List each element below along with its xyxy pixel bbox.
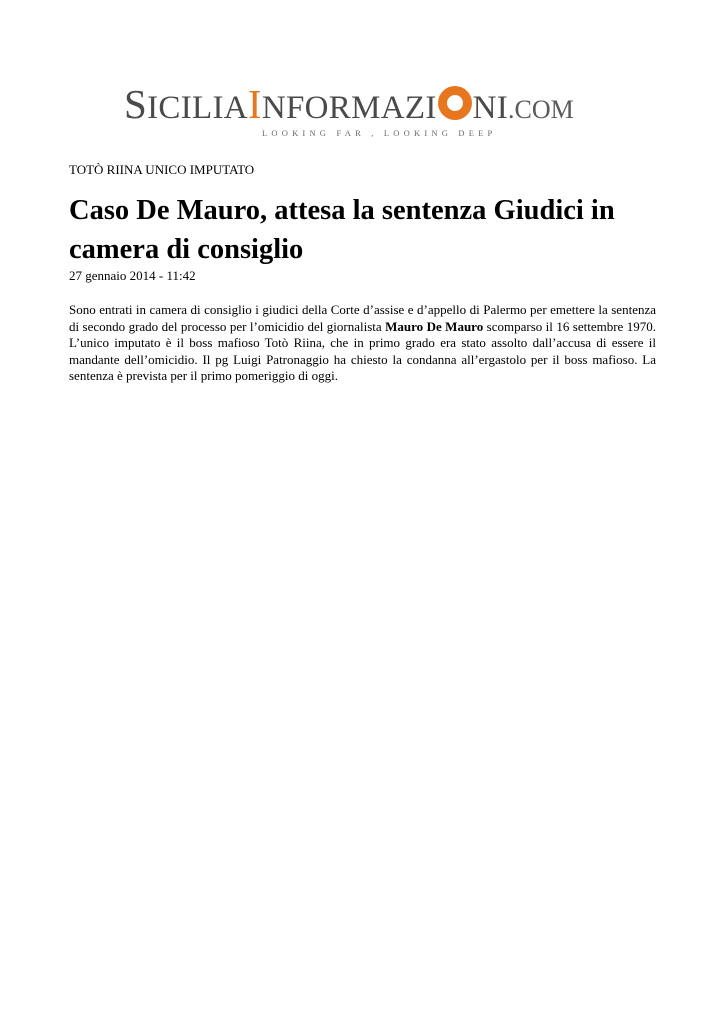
- site-logo[interactable]: [124, 81, 636, 142]
- logo-text: NI: [472, 90, 509, 126]
- logo-letter-accent: I: [247, 81, 262, 127]
- article-kicker: TOTÒ RIINA UNICO IMPUTATO: [69, 162, 255, 177]
- logo-suffix: .COM: [508, 95, 574, 124]
- logo-text: NFORMAZI: [261, 90, 437, 126]
- article-body: [69, 302, 656, 385]
- article-body-text: Sono entrati in camera di consiglio i giudici della Corte d’assise e d’appello di Palermo per emettere la sentenza di secondo grado del processo per l’omicidio del giornalista: [69, 302, 656, 334]
- article-date: 27 gennaio 2014 - 11:42: [69, 268, 196, 283]
- logo-text: ICILIA: [147, 90, 248, 126]
- article-body-text: scomparso il 16 settembre 1970. L’unico imputato è il boss mafioso Totò Riina, che in primo grado era stato assolto dall’accusa di essere il mandante dell’omicidio. Il pg Luigi Patronaggio ha chiesto la condanna all’ergastolo per il boss mafioso. La sentenza è prevista per il primo pomeriggio di oggi.: [69, 318, 656, 383]
- logo-wordmark: [124, 81, 574, 127]
- logo-letter: S: [124, 81, 148, 127]
- article-title: Caso De Mauro, attesa la sentenza Giudici in camera di consiglio: [69, 195, 615, 265]
- logo-eye-icon: [438, 86, 472, 120]
- logo-tagline: LOOKING FAR , LOOKING DEEP: [262, 128, 497, 138]
- article-body-bold-name: Mauro De Mauro: [385, 318, 484, 334]
